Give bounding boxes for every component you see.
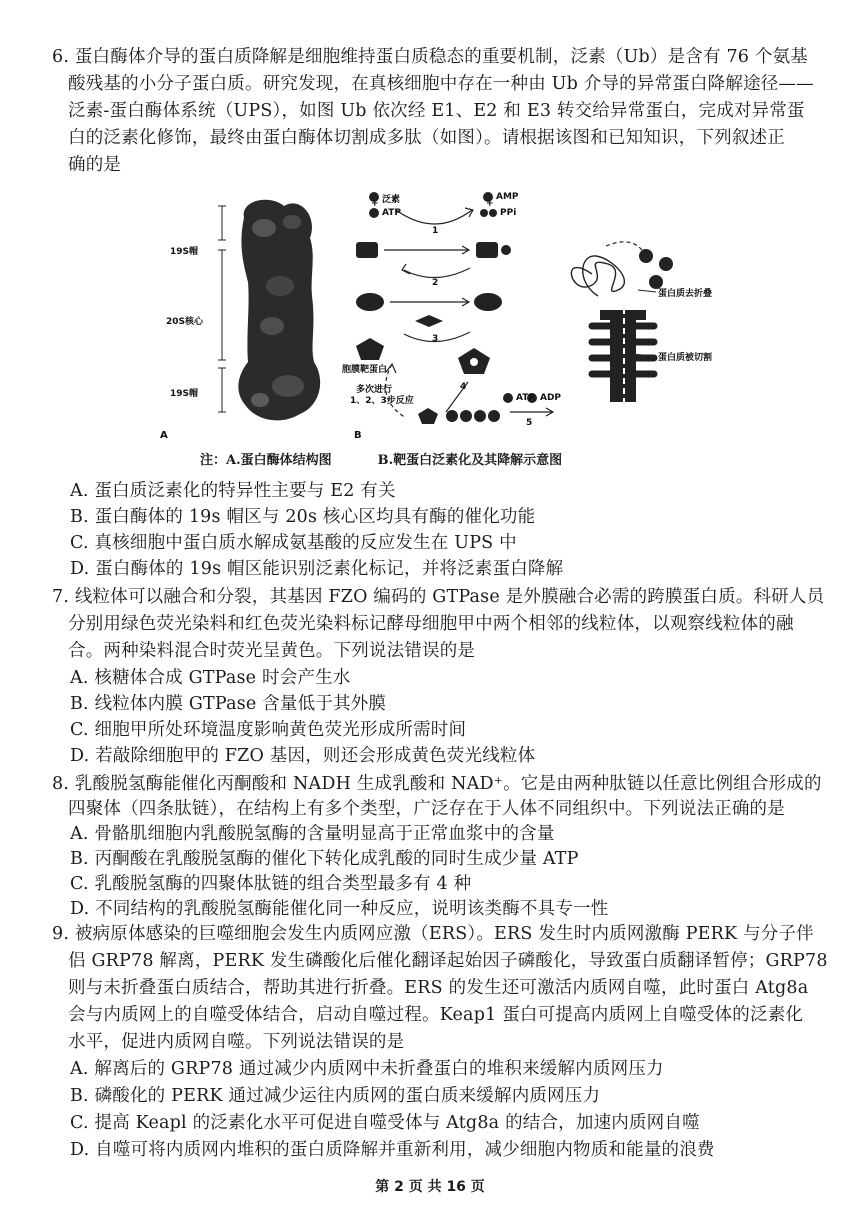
ubiquitination-pathway-diagram	[356, 192, 673, 424]
question-9-stem-line-4: 会与内质网上的自噬受体结合，启动自噬过程。Keap1 蛋白可提高内质网上自噬受体的泛素化	[68, 1005, 804, 1025]
figure-drawing	[160, 186, 700, 450]
question-9-option-a[interactable]: A. 解离后的 GRP78 通过减少内质网中未折叠蛋白的堆积来缓解内质网压力	[70, 1059, 664, 1079]
adp-label: ADP	[540, 393, 562, 403]
question-6-stem-line-4: 白的泛素化修饰，最终由蛋白酶体切割成多肽（如图）。请根据该图和已知知识，下列叙述正	[68, 128, 785, 148]
question-8-stem-line-1: 8. 乳酸脱氢酶能催化丙酮酸和 NADH 生成乳酸和 NAD⁺。它是由两种肽链以任意比例组合形成的	[52, 774, 822, 794]
plus-sign-left: +	[371, 199, 379, 209]
amp-label: AMP	[496, 192, 519, 202]
question-9-option-b[interactable]: B. 磷酸化的 PERK 通过减少运往内质网的蛋白质来缓解内质网压力	[70, 1086, 601, 1106]
question-7-option-b[interactable]: B. 线粒体内膜 GTPase 含量低于其外膜	[70, 694, 387, 714]
question-9-option-d[interactable]: D. 自噬可将内质网内堆积的蛋白质降解并重新利用，减少细胞内物质和能量的浪费	[70, 1140, 715, 1160]
question-7-option-d[interactable]: D. 若敲除细胞甲的 FZO 基因，则还会形成黄色荧光线粒体	[70, 746, 536, 766]
plus-sign-right: +	[486, 199, 494, 209]
question-8-stem-line-2: 四聚体（四条肽链），在结构上有多个类型，广泛存在于人体不同组织中。下列说法正确的是	[68, 799, 785, 819]
question-9-stem-line-2: 侣 GRP78 解离，PERK 发生磷酸化后催化翻译起始因子磷酸化，导致蛋白质翻译暂停；GRP78	[68, 951, 828, 971]
question-9-option-c[interactable]: C. 提高 Keapl 的泛素化水平可促进自噬受体与 Atg8a 的结合，加速内质网自噬	[70, 1113, 700, 1133]
page-footer: 第 2 页 共 16 页	[375, 1179, 485, 1195]
question-7-stem-line-3: 合。两种染料混合时荧光呈黄色。下列说法错误的是	[68, 641, 476, 661]
question-6-option-b[interactable]: B. 蛋白酶体的 19s 帽区与 20s 核心区均具有酶的催化功能	[70, 507, 536, 527]
step-5-label: 5	[526, 418, 533, 428]
question-8-option-d[interactable]: D. 不同结构的乳酸脱氢酶能催化同一种反应，说明该类酶不具专一性	[70, 899, 609, 919]
question-7-option-a[interactable]: A. 核糖体合成 GTPase 时会产生水	[70, 668, 351, 688]
question-6-stem-line-1: 6. 蛋白酶体介导的蛋白质降解是细胞维持蛋白质稳态的重要机制，泛素（Ub）是含有 76 个氨基	[52, 47, 809, 67]
question-9-stem-line-5: 水平，促进内质网自噬。下列说法错误的是	[68, 1032, 405, 1052]
question-6-option-c[interactable]: C. 真核细胞中蛋白质水解成氨基酸的反应发生在 UPS 中	[70, 533, 517, 553]
question-6-option-d[interactable]: D. 蛋白酶体的 19s 帽区能识别泛素化标记，并将泛素蛋白降解	[70, 559, 564, 579]
question-7-stem-line-2: 分别用绿色荧光染料和红色荧光染料标记酵母细胞甲中两个相邻的线粒体，以观察线粒体的融	[68, 614, 794, 634]
question-6-stem-line-3: 泛素-蛋白酶体系统（UPS），如图 Ub 依次经 E1、E2 和 E3 转交给异常蛋白，完成对异常蛋	[68, 101, 805, 121]
step-4-label: 4	[460, 382, 467, 392]
unfolding-label: 蛋白质去折叠	[658, 289, 713, 299]
question-8-option-c[interactable]: C. 乳酸脱氢酶的四聚体肽链的组合类型最多有 4 种	[70, 874, 472, 894]
label-20s-core: 20S核心	[166, 317, 204, 327]
question-8-option-a[interactable]: A. 骨骼肌细胞内乳酸脱氢酶的含量明显高于正常血浆中的含量	[70, 824, 555, 844]
proteasome-structure-image	[218, 200, 320, 421]
proteasome-figure	[160, 186, 713, 450]
question-7-option-c[interactable]: C. 细胞甲所处环境温度影响黄色荧光形成所需时间	[70, 720, 467, 740]
ppi-label: PPi	[500, 208, 517, 218]
target-protein-label: 胞膜靶蛋白	[342, 365, 388, 375]
panel-b-letter: B	[354, 430, 362, 441]
question-6-stem-line-2: 酸残基的小分子蛋白质。研究发现，在真核细胞中存在一种由 Ub 介导的异常蛋白降解途径——	[68, 74, 814, 94]
question-9-stem-line-1: 9. 被病原体感染的巨噬细胞会发生内质网应激（ERS）。ERS 发生时内质网激酶 PERK 与分子伴	[52, 924, 814, 944]
label-19s-cap-bottom: 19S帽	[170, 389, 199, 399]
figure-caption	[200, 452, 608, 470]
panel-a-letter: A	[160, 430, 168, 441]
atp-label-2: ATP	[516, 393, 536, 403]
question-6-option-a[interactable]: A. 蛋白质泛素化的特异性主要与 E2 有关	[70, 481, 396, 501]
question-9-stem-line-3: 则与未折叠蛋白质结合，帮助其进行折叠。ERS 的发生还可激活内质网自噬，此时蛋白 Atg8a	[68, 978, 809, 998]
repeat-steps-label-1: 多次进行	[356, 385, 393, 395]
question-6-stem-line-5: 确的是	[68, 155, 122, 175]
caption-b: B.靶蛋白泛素化及其降解示意图	[377, 453, 563, 468]
caption-a: 注：A.蛋白酶体结构图	[200, 453, 332, 468]
question-7-stem-line-1: 7. 线粒体可以融合和分裂，其基因 FZO 编码的 GTPase 是外膜融合必需的跨膜蛋白质。科研人员	[52, 587, 825, 607]
question-8-option-b[interactable]: B. 丙酮酸在乳酸脱氢酶的催化下转化成乳酸的同时生成少量 ATP	[70, 849, 579, 869]
step-1-label: 1	[432, 226, 439, 236]
ubiquitin-label: 泛素	[382, 195, 401, 205]
label-19s-cap-top: 19S帽	[170, 247, 199, 257]
step-3-label: 3	[432, 334, 439, 344]
repeat-steps-label-2: 1、2、3步反应	[350, 396, 414, 406]
cleavage-label: 蛋白质被切割	[658, 353, 713, 363]
atp-label: ATP	[382, 208, 402, 218]
step-2-label: 2	[432, 278, 439, 288]
